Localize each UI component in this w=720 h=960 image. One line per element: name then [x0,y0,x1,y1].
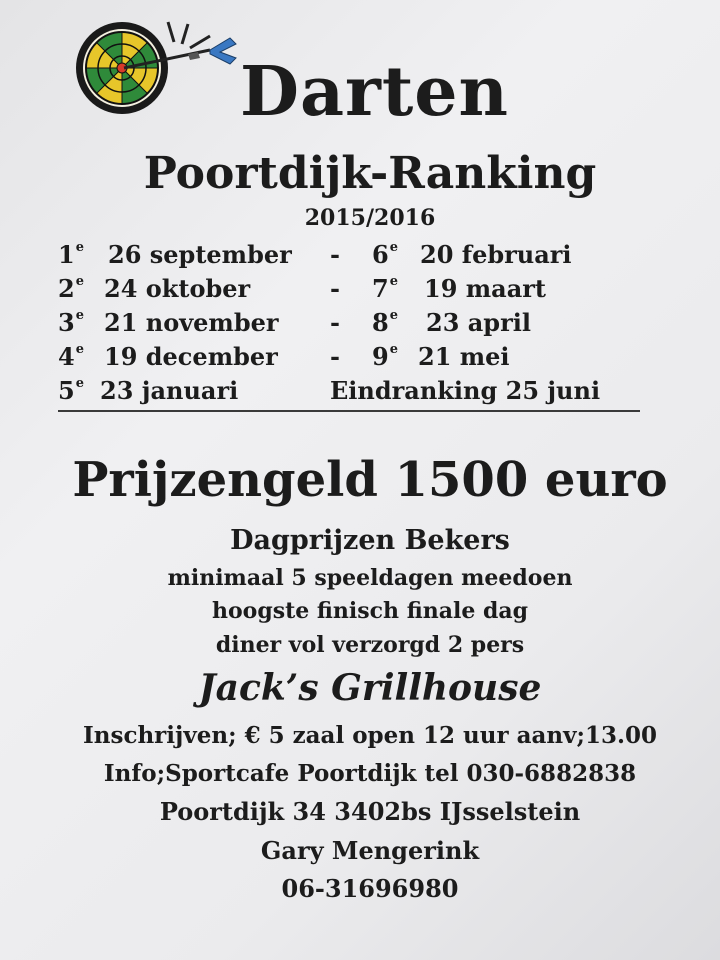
round-number: 9e [372,342,398,371]
schedule-row [0,342,720,376]
prize-line: hoogste finisch finale dag [212,598,528,624]
round-number: 4e [58,342,84,371]
round-number: 8e [372,308,398,337]
venue-name: Jack’s Grillhouse [198,667,542,709]
separator: - [330,342,340,371]
round-date: 20 februari [420,240,572,269]
round-number: 6e [372,240,398,269]
contact-name: Gary Mengerink [260,836,480,865]
round-date: 21 mei [418,342,510,371]
round-date: 21 november [104,308,279,337]
phone-number: 06-31696980 [281,874,459,903]
round-number: 3e [58,308,84,337]
separator: - [330,274,340,303]
separator: - [330,308,340,337]
round-date: 19 maart [424,274,546,303]
separator: - [330,240,340,269]
page-title: Darten [240,52,509,132]
round-date: 26 september [108,240,292,269]
round-number: 7e [372,274,398,303]
prize-headline: Prijzengeld 1500 euro [72,452,668,508]
round-date: 23 april [426,308,531,337]
divider [58,410,640,412]
round-number: 5e [58,376,84,405]
round-date: 23 januari [100,376,239,405]
round-number: 2e [58,274,84,303]
schedule-list [0,240,720,410]
prize-line: minimaal 5 speeldagen meedoen [167,565,573,591]
schedule-row [0,274,720,308]
registration-info: Inschrijven; € 5 zaal open 12 uur aanv;13.00 [83,722,657,749]
contact-info: Info;Sportcafe Poortdijk tel 030-6882838 [103,760,637,787]
dartboard-icon [70,14,245,119]
schedule-row [0,240,720,274]
round-number: 1e [58,240,84,269]
address: Poortdijk 34 3402bs IJsselstein [159,797,581,826]
prize-line: Dagprijzen Bekers [230,525,510,556]
round-date: 24 oktober [104,274,251,303]
season-label: 2015/2016 [304,205,436,231]
prize-line: diner vol verzorgd 2 pers [215,632,525,658]
schedule-row [0,308,720,342]
final-ranking-date: Eindranking 25 juni [330,376,601,405]
round-date: 19 december [104,342,278,371]
schedule-row [0,376,720,410]
ranking-subtitle: Poortdijk-Ranking [143,148,597,199]
